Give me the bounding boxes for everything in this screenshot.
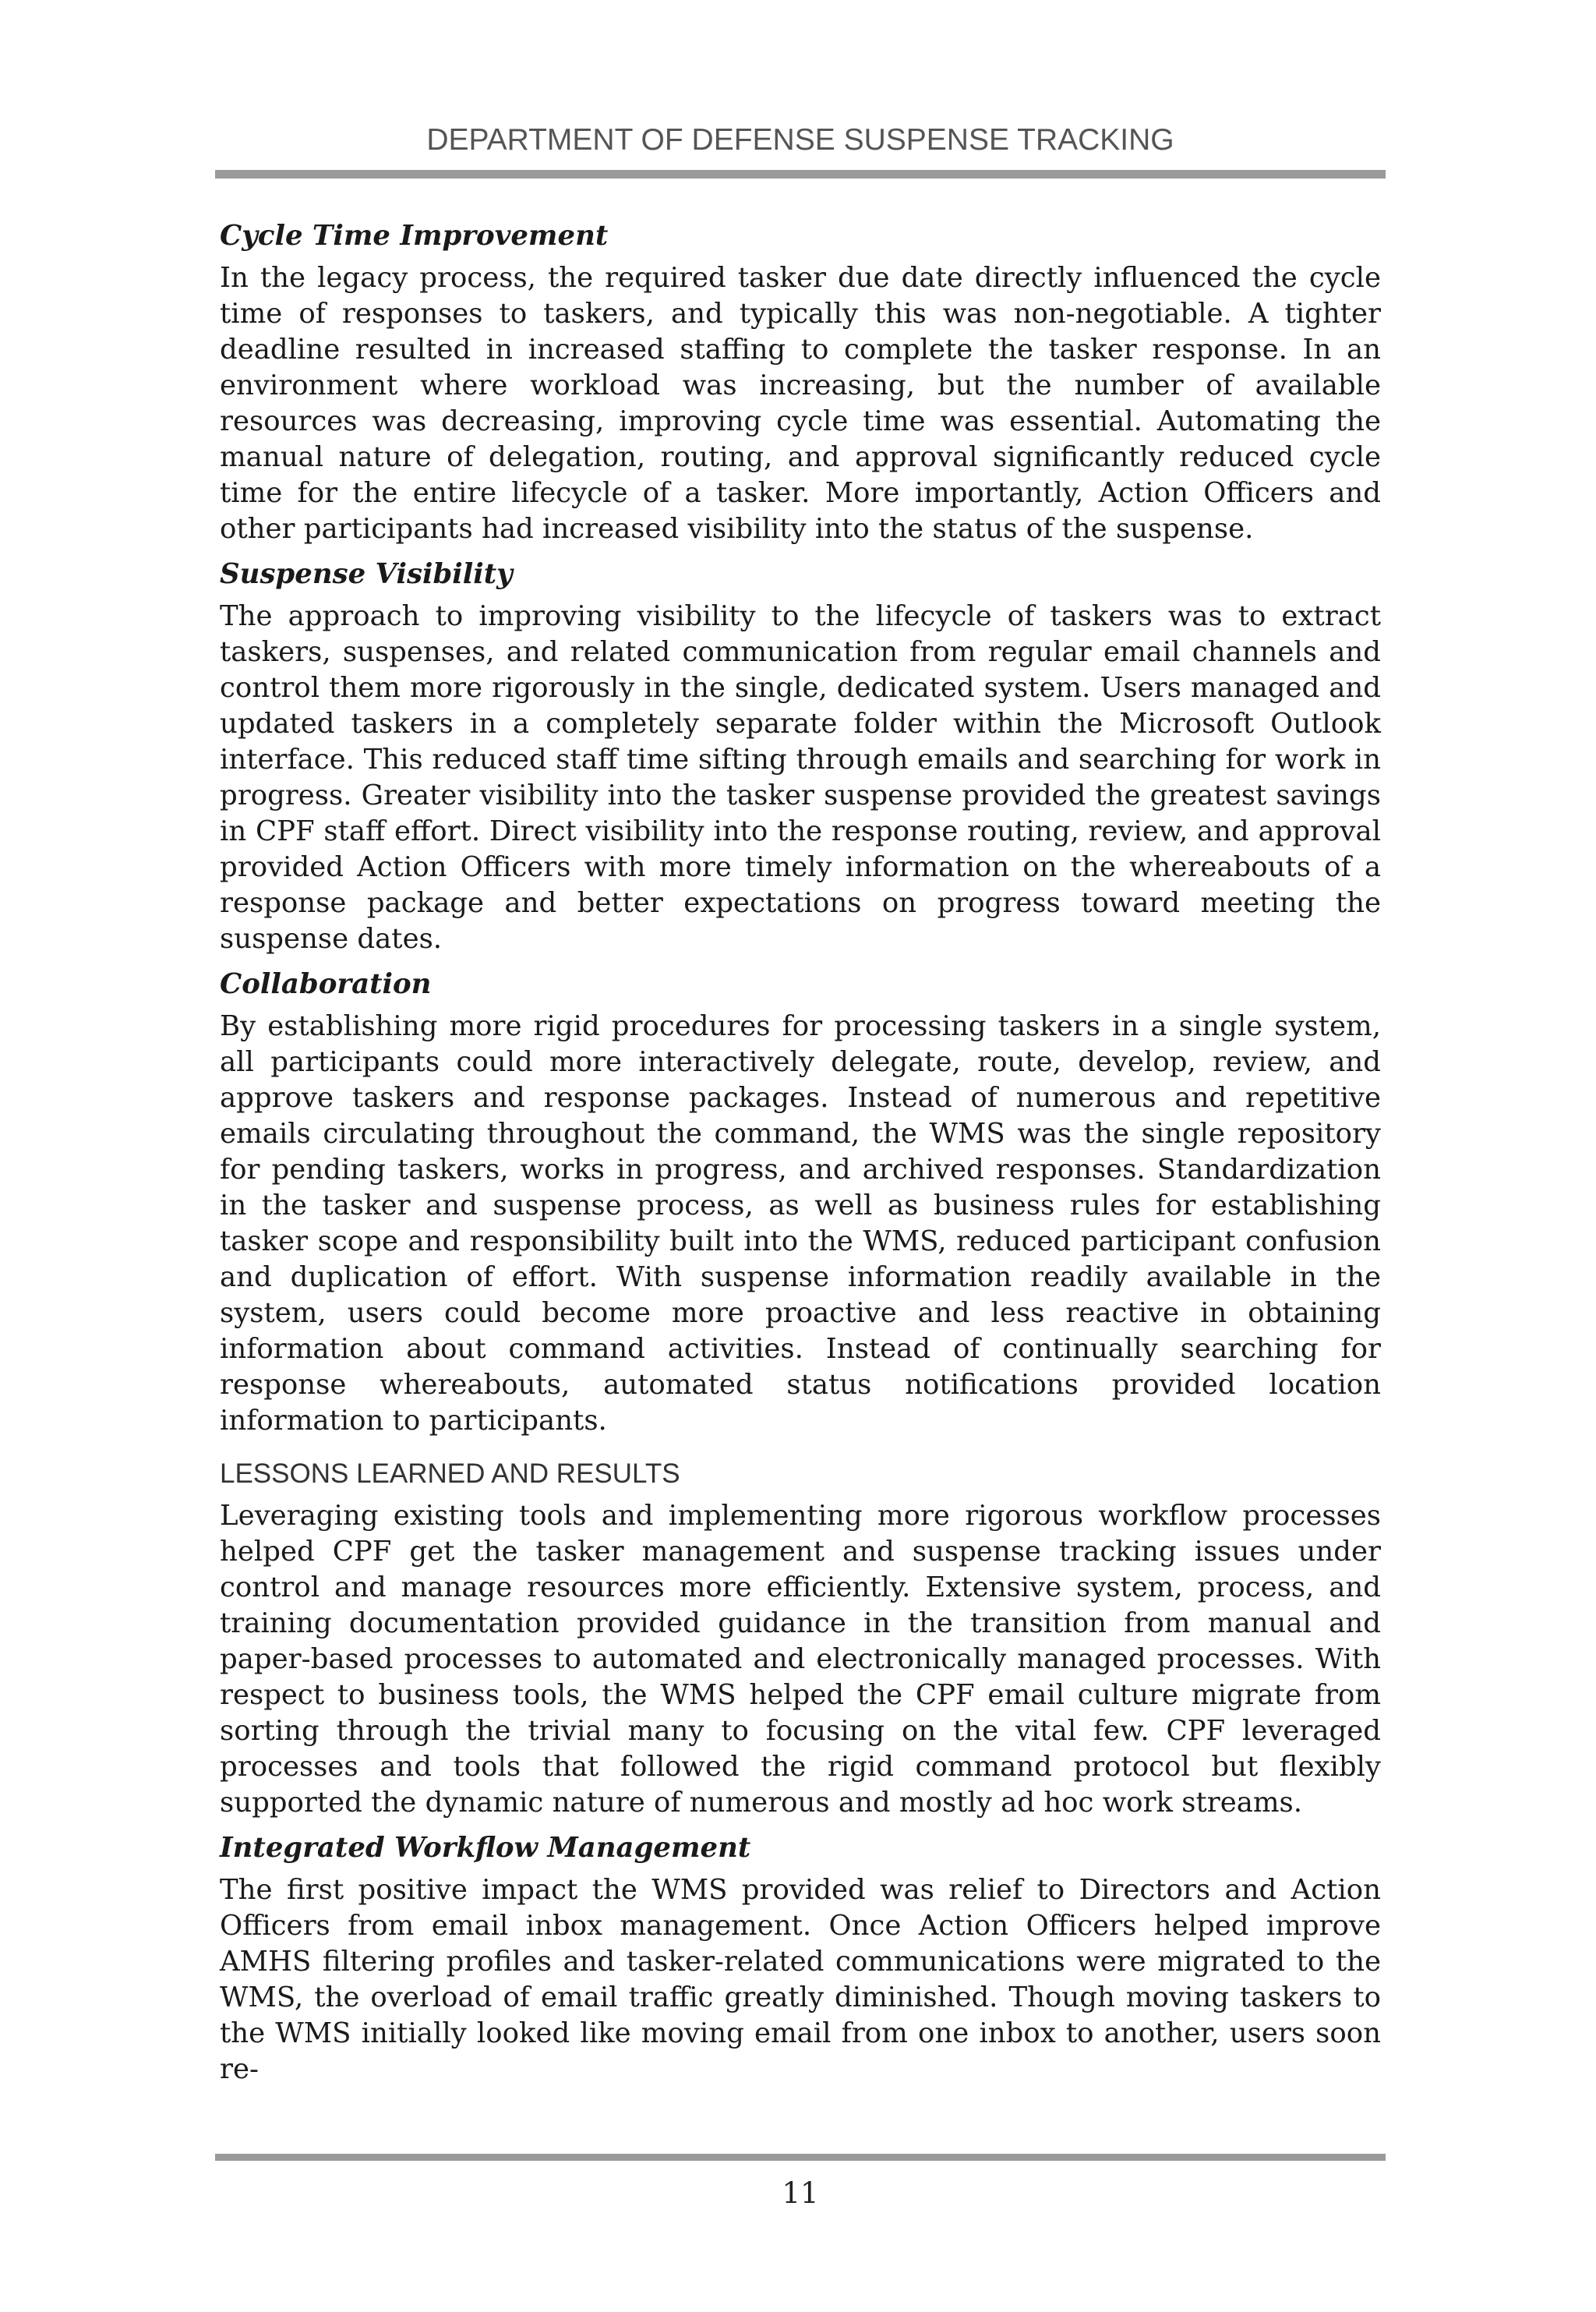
section-heading-suspense-visibility: Suspense Visibility — [220, 558, 513, 590]
section-paragraph-collaboration: By establishing more rigid procedures for processing taskers in a single system, all participants could more interactively delegate, route, develop, review, and approve taskers and response packages. Instead of numerous and repetitive emails circulating throughout the command, the WMS was the single repository for pending taskers, works in progress, and archived responses. Standardization in the tasker and suspense process, as well as business rules for establishing tasker scope and responsibility built into the WMS, reduced participant confusion and duplication of effort. With suspense information readily available in the system, users could become more proactive and less reactive in obtaining information about command activities. Instead of continually searching for response whereabouts, automated status notifications provided location information to participants. — [220, 1010, 1381, 1437]
major-heading-lessons-learned: LESSONS LEARNED AND RESULTS — [220, 1458, 680, 1489]
section-paragraph-cycle-time: In the legacy process, the required tasker due date directly influenced the cycle time of responses to taskers, and typically this was non-negotiable. A tighter deadline resulted in increased staffing to complete the tasker response. In an environment where workload was increasing, but the number of available resources was decreasing, improving cycle time was essential. Automating the manual nature of delegation, routing, and approval significantly reduced cycle time for the entire lifecycle of a tasker. More importantly, Action Officers and other participants had increased visibility into the status of the suspense. — [220, 262, 1381, 545]
page-number: 11 — [782, 2176, 819, 2210]
running-header: DEPARTMENT OF DEFENSE SUSPENSE TRACKING — [426, 123, 1174, 157]
section-paragraph-suspense-visibility: The approach to improving visibility to the lifecycle of taskers was to extract taskers, suspenses, and related communication from regular email channels and control them more rigorously in the single, dedicated system. Users managed and updated taskers in a completely separate folder within the Microsoft Outlook interface. This reduced staff time sifting through emails and searching for work in progress. Greater visibility into the tasker suspense provided the greatest savings in CPF staff effort. Direct visibility into the response routing, review, and approval provided Action Officers with more timely information on the whereabouts of a response package and better expectations on progress toward meeting the suspense dates. — [220, 600, 1381, 955]
section-heading-integrated-workflow: Integrated Workflow Management — [220, 1832, 751, 1864]
section-paragraph-integrated-workflow: The first positive impact the WMS provided was relief to Directors and Action Officers from email inbox management. Once Action Officers helped improve AMHS filtering profiles and tasker-related communications were migrated to the WMS, the overload of email traffic greatly diminished. Though moving taskers to the WMS initially looked like moving email from one inbox to another, users soon re- — [220, 1874, 1381, 2085]
major-paragraph-lessons-learned: Leveraging existing tools and implementing more rigorous workflow processes helped CPF get the tasker management and suspense tracking issues under control and manage resources more efficiently. Extensive system, process, and training documentation provided guidance in the transition from manual and paper-based processes to automated and electronically managed processes. With respect to business tools, the WMS helped the CPF email culture migrate from sorting through the trivial many to focusing on the vital few. CPF leveraged processes and tools that followed the rigid command protocol but flexibly supported the dynamic nature of numerous and mostly ad hoc work streams. — [220, 1500, 1381, 1819]
footer-rule — [215, 2154, 1386, 2161]
section-heading-collaboration: Collaboration — [220, 968, 432, 1000]
header-rule — [215, 170, 1386, 179]
section-heading-cycle-time: Cycle Time Improvement — [220, 220, 609, 252]
page-content — [220, 218, 1381, 2097]
